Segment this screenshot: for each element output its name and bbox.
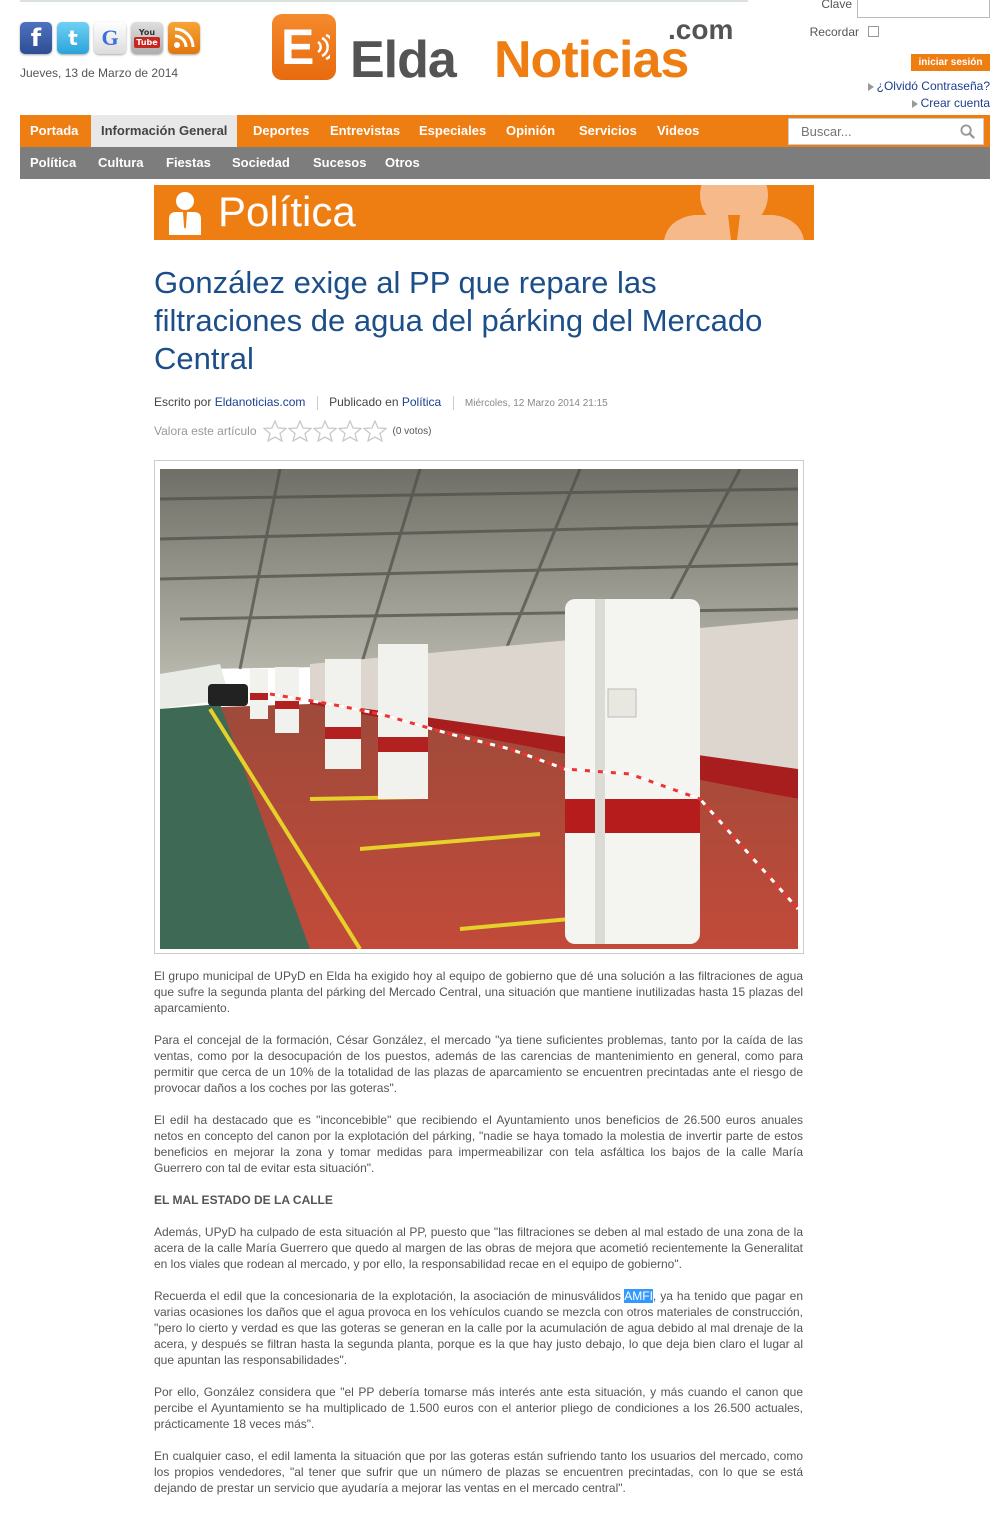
article-title: González exige al PP que repare las filtraciones de agua del párking del Mercado Central [154,265,763,376]
star-icon[interactable] [363,420,387,442]
nav-item-especiales[interactable]: Especiales [419,123,487,138]
create-account-label: Crear cuenta [920,96,990,110]
google-icon[interactable]: G [94,22,126,54]
remember-checkbox[interactable] [868,26,879,37]
star-icon[interactable] [338,420,362,442]
nav-item-deportes[interactable]: Deportes [253,123,310,138]
nav-item-informacion-general[interactable]: Información General [91,115,237,147]
paragraph-text: Recuerda el edil que la concesionaria de la explotación, la asociación de minusválidos [154,1289,625,1303]
nav-item-servicios[interactable]: Servicios [579,123,637,138]
article-subheading: EL MAL ESTADO DE LA CALLE [154,1193,333,1207]
category-link[interactable]: Política [401,395,442,409]
vote-count: (0 votos) [392,425,432,437]
site-logo[interactable] [272,14,742,89]
twitter-icon[interactable]: t [57,22,89,54]
nav-item-entrevistas[interactable]: Entrevistas [330,123,401,138]
star-icon[interactable] [263,420,287,442]
article-meta [154,395,608,410]
logo-text-com: .com [668,14,734,45]
paragraph-text: , ya ha tenido que pagar en varias ocasiones los daños que el agua provoca en los vehículos cuando se mezcla con otros materiales de construcción, "pero lo cierto y verdad es que las goteras se generan en la calle por la acumulación de agua debido al mal drenaje de la acera, y después se filtran hasta la segunda planta, porque es la que hay justo debajo, lo que deja bien claro el lugar al que apuntan las responsabilidades". [154,1289,803,1367]
arrow-right-icon [868,83,874,91]
youtube-icon-tube: Tube [136,38,158,47]
person-silhouette-icon [634,185,814,240]
article-paragraph: Además, UPyD ha culpado de esta situación al PP, puesto que "las filtraciones se deben al mal estado de una zona de la acera de la calle María Guerrero que quedo al margen de las obras de mejora que acometió recientemente la Generalitat en los viales que rodean al mercado, y por ello, la responsabilidad recae en el equipo de gobierno". [154,1225,803,1271]
login-form [790,0,990,115]
star-icon[interactable] [313,420,337,442]
article-image-frame [154,460,804,954]
forgot-password-link[interactable] [868,79,990,93]
logo-letter: E [281,19,315,75]
subnav-item-cultura[interactable]: Cultura [98,155,144,170]
create-account-link[interactable] [912,96,990,110]
subnav-item-fiestas[interactable]: Fiestas [166,155,211,170]
section-title: Política [218,188,356,235]
sub-nav [20,147,990,179]
forgot-password-label: ¿Olvidó Contraseña? [876,79,990,93]
article-paragraph: En cualquier caso, el edil lamenta la situación que por las goteras están sufriendo tanto los usuarios del mercado, como los propios vendedores, "al tener que sufrir que un número de plazas se encuentren precintadas, con lo que se está dejando de prestar un servicio que ayudaría a mejorar las ventas en el mercado central". [154,1449,803,1495]
password-field[interactable] [857,0,990,18]
meta-divider [317,396,318,410]
person-icon [168,191,202,235]
youtube-icon[interactable] [131,22,163,54]
author-prefix: Escrito por [154,395,212,409]
logo-mark [272,14,336,80]
arrow-right-icon [912,100,918,108]
current-date: Jueves, 13 de Marzo de 2014 [20,66,179,80]
article-paragraph: Para el concejal de la formación, César González, el mercado "ya tiene suficientes problemas, tanto por la caída de las ventas, como por la desocupación de los puestos, además de las carencias de mantenimiento en general, como para permitir que cerca de un 10% de la totalidad de las plazas de aparcamiento se encuentren precintadas ante el riesgo de provocar daños a los coches por las goteras". [154,1033,803,1095]
article-paragraph [154,1288,803,1368]
subnav-item-sucesos[interactable]: Sucesos [313,155,367,170]
publish-date: Miércoles, 12 Marzo 2014 21:15 [464,398,608,409]
nav-item-videos[interactable]: Videos [657,123,700,138]
article-image[interactable] [160,469,798,949]
subnav-item-politica[interactable]: Política [30,155,77,170]
logo-text-noticias: Noticias [494,31,689,89]
signal-icon [316,34,330,63]
highlighted-text[interactable]: AMFI [624,1289,653,1303]
login-button[interactable]: iniciar sesión [911,54,990,71]
nav-item-portada[interactable]: Portada [30,123,79,138]
star-icon[interactable] [288,420,312,442]
rate-label: Valora este artículo [154,424,257,438]
subnav-item-sociedad[interactable]: Sociedad [232,155,290,170]
article-paragraph: El grupo municipal de UPyD en Elda ha exigido hoy al equipo de gobierno que dé una solución a las filtraciones de agua que sufre la segunda planta del párking del Mercado Central, una situación que mantiene inutilizadas hasta 15 plazas del aparcamiento. [154,969,803,1015]
meta-divider [453,396,454,410]
search-icon[interactable] [960,124,975,139]
rss-icon[interactable] [168,22,200,54]
author-link[interactable]: Eldanoticias.com [214,395,306,409]
social-links [20,22,200,54]
search-box [788,118,984,145]
remember-label: Recordar [809,25,859,39]
article-body [154,968,803,1512]
facebook-icon[interactable]: f [20,22,52,54]
section-banner [154,185,814,240]
subnav-item-otros[interactable]: Otros [385,155,420,170]
youtube-icon-you: You [138,28,156,37]
rating-stars [263,420,387,442]
top-divider [20,0,748,2]
logo-text-elda: Elda [350,31,456,89]
password-label: Clave [821,0,852,11]
main-nav [20,115,990,147]
search-input[interactable] [789,119,949,144]
article-paragraph: Por ello, González considera que "el PP debería tomarse más interés ante esta situación, y más cuando el canon que percibe el Ayuntamiento se ha multiplicado de 1.500 euros con el anterior pliego de condiciones a los 26.500 actuales, prácticamente 18 veces más". [154,1385,803,1431]
nav-item-opinion[interactable]: Opinión [506,123,556,138]
published-prefix: Publicado en [329,395,399,409]
article-paragraph: El edil ha destacado que es "inconcebible" que recibiendo el Ayuntamiento unos beneficios de 26.500 euros anuales netos en concepto del canon por la explotación del párking, "nadie se haya tomado la molestia de invertir parte de estos beneficios en mejorar la zona y tomar medidas para impermeabilizar con tela asfáltica los bajos de la calle María Guerrero con tal de evitar esta situación". [154,1113,803,1175]
article-rating [154,420,431,442]
